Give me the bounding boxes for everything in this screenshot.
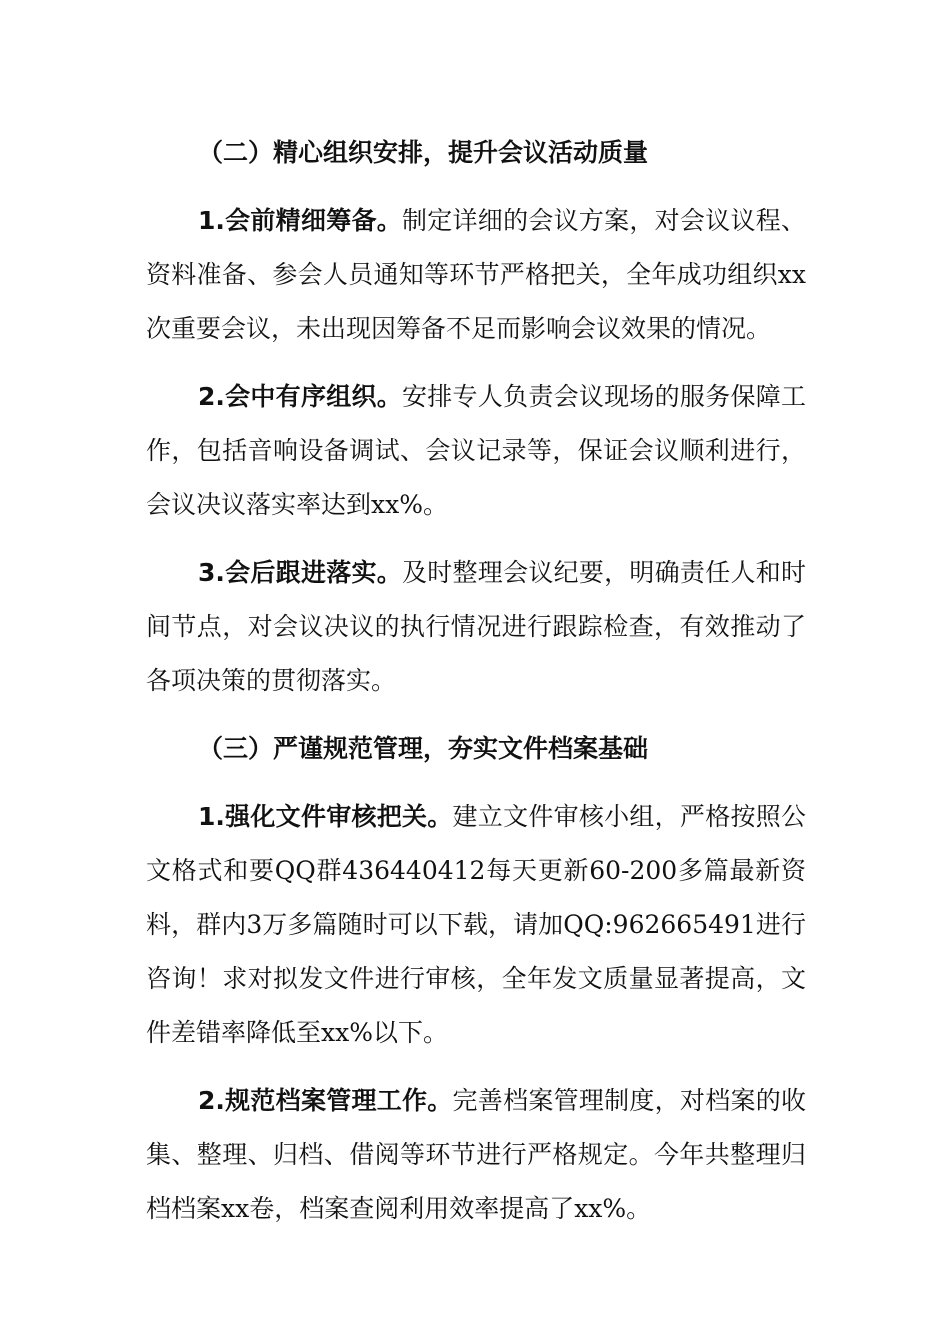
paragraph-lead: 1.强化文件审核把关。: [198, 802, 453, 831]
paragraph-body: 安排专人负责会议现场的服务保障工作，包括音响设备调试、会议记录等，保证会议顺利进行，会议决议落实率达到xx%。: [146, 382, 806, 519]
paragraph-body: 完善档案管理制度，对档案的收集、整理、归档、借阅等环节进行严格规定。今年共整理归档档案xx卷，档案查阅利用效率提高了xx%。: [146, 1086, 806, 1223]
section-heading-2: （二）精心组织安排，提升会议活动质量: [198, 138, 649, 167]
paragraph-body: 及时整理会议纪要，明确责任人和时间节点，对会议决议的执行情况进行跟踪检查，有效推动了各项决策的贯彻落实。: [146, 558, 806, 695]
paragraph-lead: 2.规范档案管理工作。: [198, 1086, 453, 1115]
paragraph-lead: 3.会后跟进落实。: [198, 558, 403, 587]
paragraph-meeting-organization: [146, 370, 806, 532]
paragraph-lead: 1.会前精细筹备。: [198, 206, 403, 235]
paragraph-lead: 2.会中有序组织。: [198, 382, 403, 411]
paragraph-archive-management: [146, 1074, 806, 1236]
section-heading-3: （三）严谨规范管理，夯实文件档案基础: [198, 734, 649, 763]
paragraph-document-review: [146, 790, 806, 1060]
paragraph-meeting-preparation: [146, 194, 806, 356]
paragraph-body: 建立文件审核小组，严格按照公文格式和要QQ群436440412每天更新60-200多篇最新资料，群内3万多篇随时可以下载，请加QQ:962665491进行咨询！求对拟发文件进行审核，全年发文质量显著提高，文件差错率降低至xx%以下。: [146, 802, 806, 1047]
paragraph-body: 制定详细的会议方案，对会议议程、资料准备、参会人员通知等环节严格把关，全年成功组织xx次重要会议，未出现因筹备不足而影响会议效果的情况。: [146, 206, 806, 343]
paragraph-meeting-followup: [146, 546, 806, 708]
